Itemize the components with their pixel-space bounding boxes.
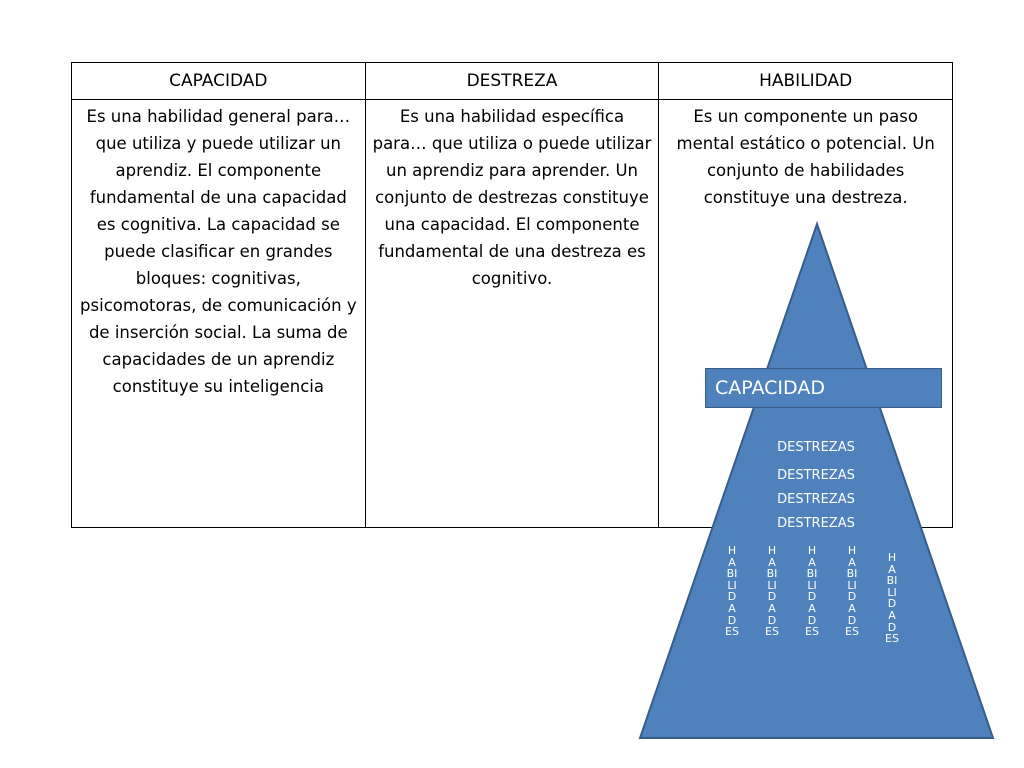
header-destreza: DESTREZA xyxy=(365,63,659,100)
skill-label: DESTREZAS xyxy=(777,516,855,531)
ability-column: HABILIDADES xyxy=(805,544,819,639)
cell-destreza-definition: Es una habilidad específica para… que utiliza o puede utilizar un aprendiz para aprender. Un conjunto de destrezas constituye una capacidad. El componente fundamental de una destreza es cognitivo. xyxy=(365,100,659,528)
skill-label: DESTREZAS xyxy=(777,492,855,507)
cell-habilidad-definition: Es un componente un paso mental estático o potencial. Un conjunto de habilidades constituye una destreza. xyxy=(659,100,953,528)
skill-label: DESTREZAS xyxy=(777,440,855,455)
capacity-box xyxy=(705,368,942,408)
ability-column: HABILIDADES xyxy=(845,544,859,639)
ability-column: HABILIDADES xyxy=(765,544,779,639)
ability-column: HABILIDADES xyxy=(885,551,899,646)
header-habilidad: HABILIDAD xyxy=(659,63,953,100)
cell-capacidad-definition: Es una habilidad general para… que utiliza y puede utilizar un aprendiz. El componente fundamental de una capacidad es cognitiva. La capacidad se puede clasificar en grandes bloques: cognitivas, psicomotoras, de comunicación y de inserción social. La suma de capacidades de un aprendiz constituye su inteligencia xyxy=(72,100,366,528)
skill-label: DESTREZAS xyxy=(777,468,855,483)
ability-column: HABILIDADES xyxy=(725,544,739,639)
header-capacidad: CAPACIDAD xyxy=(72,63,366,100)
capacity-label: CAPACIDAD xyxy=(715,377,825,399)
